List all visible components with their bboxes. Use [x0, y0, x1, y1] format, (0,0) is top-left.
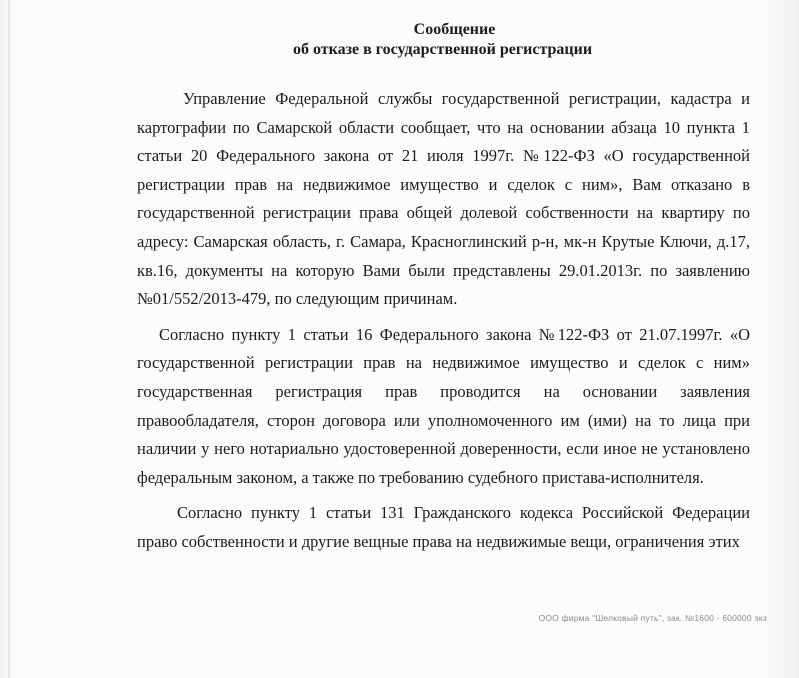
paragraph-law-122-fz: Согласно пункту 1 статьи 16 Федерального закона №122-ФЗ от 21.07.1997г. «О государственной регистрации прав на недвижимое имущество и сделок с ним» государственная регистрация прав проводится на основании заявления правообладателя, сторон договора или уполномоченного им (ими) на то лица при наличии у него нотариально удостоверенной доверенности, если иное не установлено федеральным законом, а также по требованию судебного пристава-исполнителя. [137, 324, 750, 487]
scan-edge-shadow [8, 0, 10, 678]
document-header [0, 20, 799, 60]
document-subtitle: об отказе в государственной регистрации [292, 41, 593, 58]
paragraph-civil-code-131: Согласно пункту 1 статьи 131 Гражданского кодекса Российской Федерации право собственности и другие вещные права на недвижимые вещи, ограничения этих [137, 503, 750, 551]
document-title: Сообщение [413, 21, 496, 38]
paragraph-refusal-notice: Управление Федеральной службы государственной регистрации, кадастра и картографии по Самарской области сообщает, что на основании абзаца 10 пункта 1 статьи 20 Федерального закона от 21 июля 1997г. №122-ФЗ «О государственной регистрации прав на недвижимое имущество и сделок с ним», Вам отказано в государственной регистрации права общей долевой собственности на квартиру по адресу: Самарская область, г. Самара, Красноглинский р-н, мк-н Крутые Ключи, д.17, кв.16, документы на которую Вами были представлены 29.01.2013г. по заявлению №01/552/2013-479, по следующим причинам. [137, 89, 750, 309]
printer-footer: ООО фирма "Шелковый путь", зак. №1600 - 600000 экз [538, 613, 767, 623]
document-body [137, 85, 750, 557]
